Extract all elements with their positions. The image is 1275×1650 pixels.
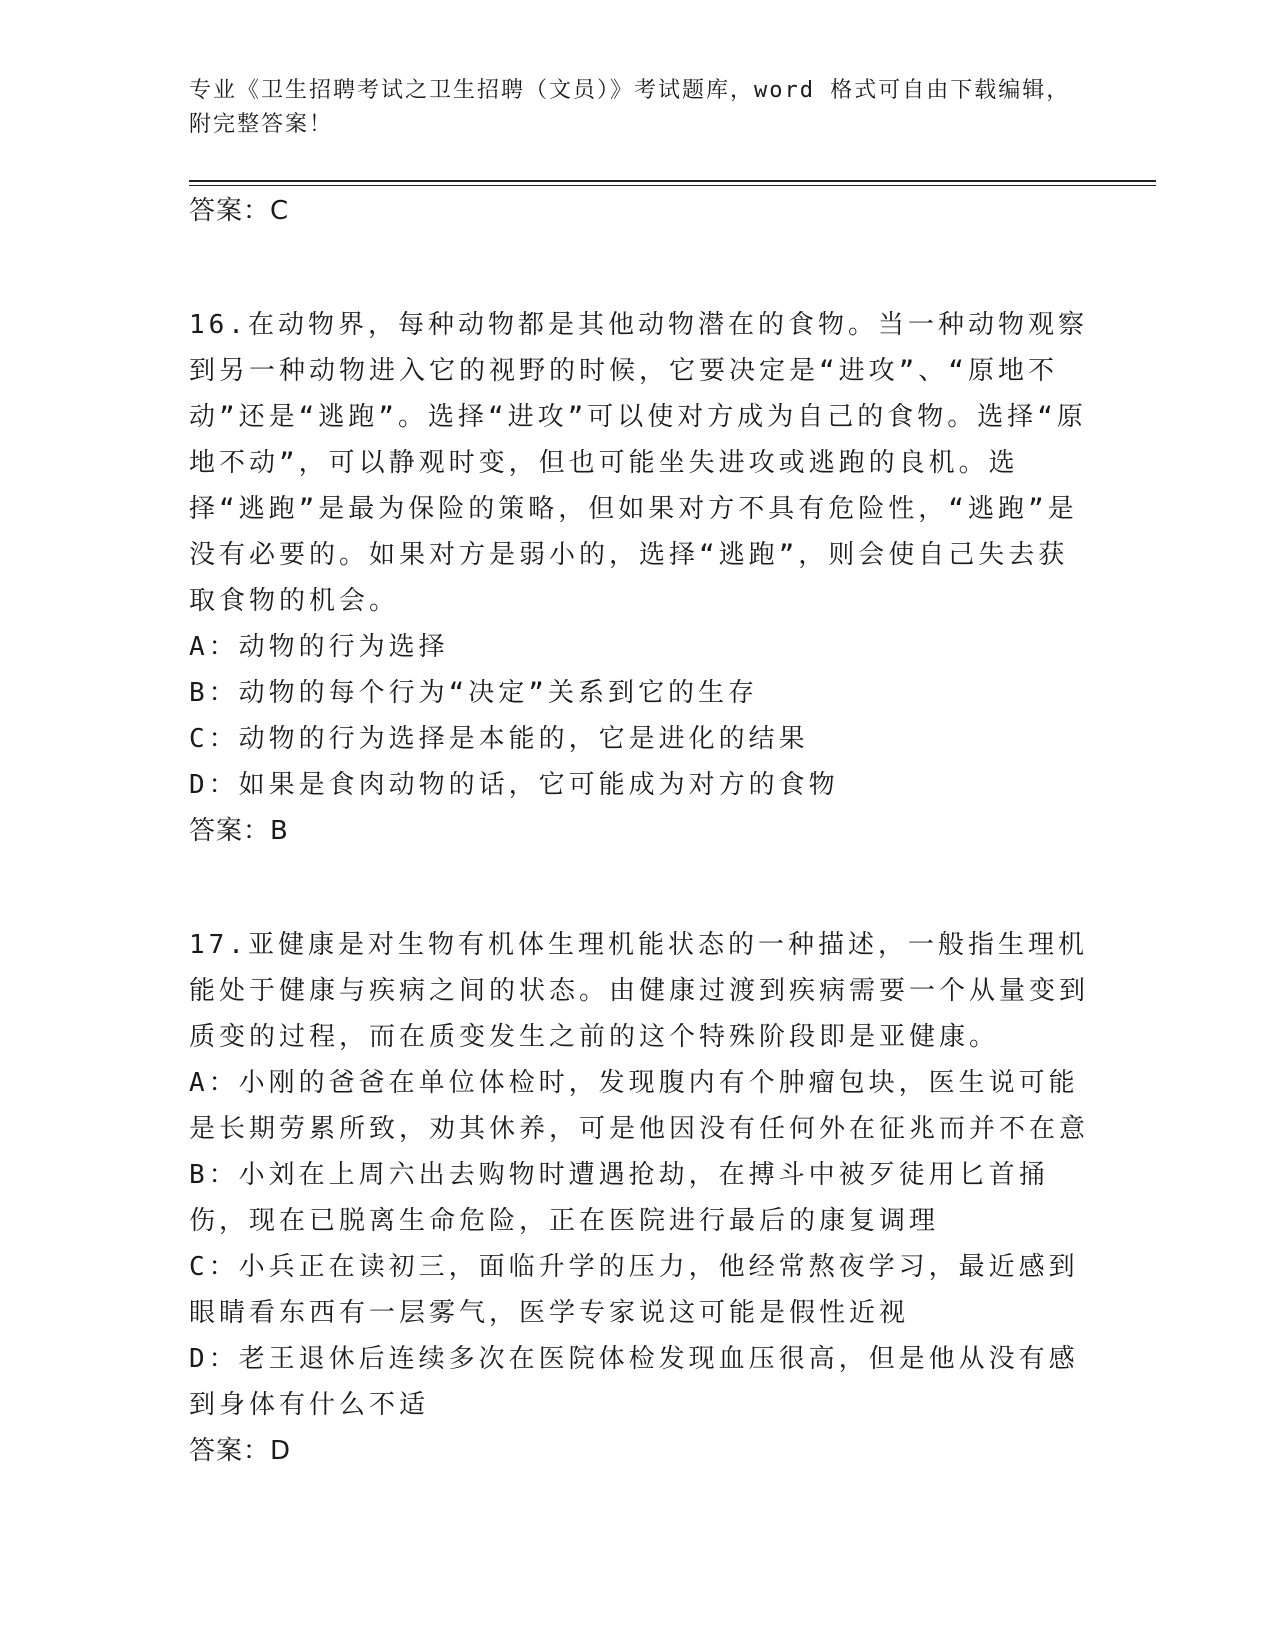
question-16-option-b: B：动物的每个行为“决定”关系到它的生存 (189, 678, 758, 708)
question-17-text: 17.亚健康是对生物有机体生理机能状态的一种描述，一般指生理机能处于健康与疾病之间的状态。由健康过渡到疾病需要一个从量变到质变的过程，而在质变发生之前的这个特殊阶段即是亚健康。 (189, 930, 1090, 1052)
question-16-option-c: C：动物的行为选择是本能的，它是进化的结果 (189, 724, 809, 754)
spacer (189, 854, 1089, 922)
header-divider-thin (189, 185, 1156, 186)
question-16 (189, 302, 1089, 854)
question-17-option-d: D：老王退休后连续多次在医院体检发现血压很高，但是他从没有感到身体有什么不适 (189, 1344, 1079, 1420)
question-16-text: 16.在动物界，每种动物都是其他动物潜在的食物。当一种动物观察到另一种动物进入它的视野的时候，它要决定是“进攻”、“原地不动”还是“逃跑”。选择“进攻”可以使对方成为自己的食物。选择“原地不动”，可以静观时变，但也可能坐失进攻或逃跑的良机。选择“逃跑”是最为保险的策略，但如果对方不具有危险性，“逃跑”是没有必要的。如果对方是弱小的，选择“逃跑”，则会使自己失去获取食物的机会。 (189, 310, 1088, 616)
question-16-option-d: D：如果是食肉动物的话，它可能成为对方的食物 (189, 770, 839, 800)
document-body (189, 188, 1089, 1474)
question-16-answer: 答案：B (189, 816, 289, 846)
question-17-answer: 答案：D (189, 1436, 292, 1466)
header-text: 专业《卫生招聘考试之卫生招聘（文员）》考试题库，word 格式可自由下载编辑，附完整答案！ (189, 78, 1071, 137)
document-header (189, 74, 1089, 142)
spacer (189, 234, 1089, 302)
previous-answer: 答案：C (189, 196, 290, 226)
question-17-option-b: B：小刘在上周六出去购物时遭遇抢劫，在搏斗中被歹徒用匕首捅伤，现在已脱离生命危险，正在医院进行最后的康复调理 (189, 1160, 1049, 1236)
question-16-option-a: A：动物的行为选择 (189, 632, 449, 662)
header-divider-thick (189, 180, 1156, 182)
question-17-option-c: C：小兵正在读初三，面临升学的压力，他经常熬夜学习，最近感到眼睛看东西有一层雾气，医学专家说这可能是假性近视 (189, 1252, 1079, 1328)
question-17 (189, 922, 1089, 1474)
question-17-option-a: A：小刚的爸爸在单位体检时，发现腹内有个肿瘤包块，医生说可能是长期劳累所致，劝其休养，可是他因没有任何外在征兆而并不在意 (189, 1068, 1090, 1144)
